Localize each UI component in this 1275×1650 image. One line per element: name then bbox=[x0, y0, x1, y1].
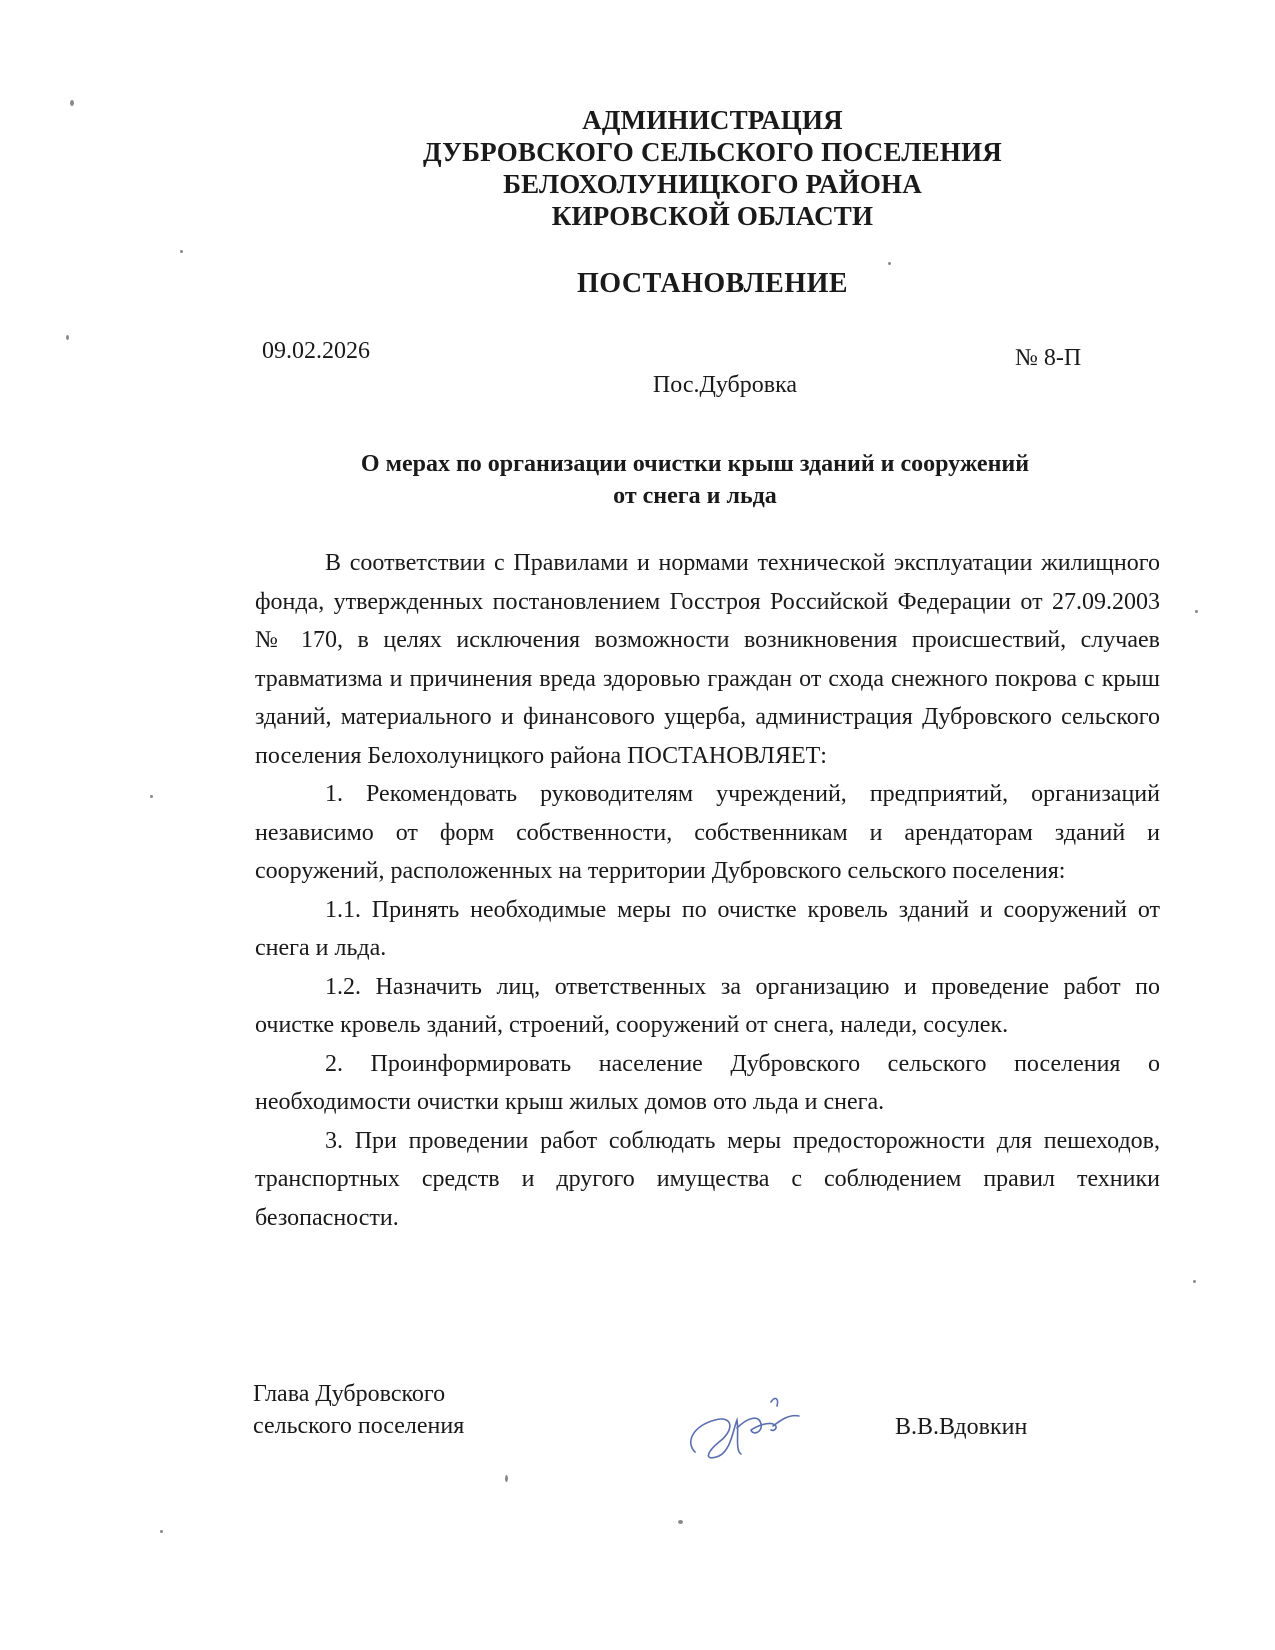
scan-speck bbox=[150, 795, 153, 798]
header-line-region: КИРОВСКОЙ ОБЛАСТИ bbox=[551, 201, 874, 231]
scan-speck bbox=[888, 262, 891, 265]
scan-speck bbox=[160, 1530, 163, 1533]
document-header bbox=[0, 104, 1275, 232]
document-subject bbox=[230, 448, 1160, 512]
signatory-position bbox=[253, 1378, 464, 1442]
scan-speck bbox=[678, 1520, 683, 1524]
signatory-position-line-1: Глава Дубровского bbox=[253, 1381, 446, 1407]
signatory-name: В.В.Вдовкин bbox=[895, 1414, 1028, 1440]
scan-speck bbox=[66, 335, 69, 340]
body-paragraph-item-1: 1. Рекомендовать руководителям учреждений, предприятий, организаций независимо от форм собственности, собственникам и арендаторам зданий и сооружений, расположенных на территории Дубровского сельского поселения: bbox=[255, 781, 1160, 884]
header-line-district: БЕЛОХОЛУНИЦКОГО РАЙОНА bbox=[503, 169, 922, 199]
document-type-title: ПОСТАНОВЛЕНИЕ bbox=[576, 268, 849, 299]
place-text: Пос.Дубровка bbox=[652, 372, 798, 398]
header-line-settlement: ДУБРОВСКОГО СЕЛЬСКОГО ПОСЕЛЕНИЯ bbox=[422, 137, 1002, 167]
body-paragraph-preamble: В соответствии с Правилами и нормами технической эксплуатации жилищного фонда, утвержденных постановлением Госстроя Российской Федерации от 27.09.2003 № 170, в целях исключения возможности возникновения происшествий, случаев травматизма и причинения вреда здоровью граждан от схода снежного покрова с крыш зданий, материального и финансового ущерба, администрация Дубровского сельского поселения Белохолуницкого района ПОСТАНОВЛЯЕТ: bbox=[255, 550, 1160, 769]
body-paragraph-item-1-1: 1.1. Принять необходимые меры по очистке кровель зданий и сооружений от снега и льда. bbox=[255, 896, 1160, 961]
handwritten-signature-icon bbox=[675, 1390, 815, 1470]
body-paragraph-item-2: 2. Проинформировать население Дубровского сельского поселения о необходимости очистки крыш жилых домов ото льда и снега. bbox=[255, 1050, 1160, 1115]
scan-speck bbox=[1193, 1280, 1196, 1283]
body-paragraph-item-3: 3. При проведении работ соблюдать меры предосторожности для пешеходов, транспортных средств и другого имущества с соблюдением правил техники безопасности. bbox=[255, 1127, 1160, 1231]
scan-speck bbox=[505, 1475, 508, 1482]
scan-speck bbox=[180, 250, 183, 253]
signatory-position-line-2: сельского поселения bbox=[253, 1413, 465, 1439]
document-place bbox=[0, 372, 1275, 399]
document-number: № 8-П bbox=[1015, 345, 1082, 371]
document-body bbox=[255, 544, 1160, 1237]
body-paragraph-item-1-2: 1.2. Назначить лиц, ответственных за организацию и проведение работ по очистке кровель зданий, строений, сооружений от снега, наледи, сосулек. bbox=[255, 973, 1160, 1038]
subject-line-1: О мерах по организации очистки крыш зданий и сооружений bbox=[360, 451, 1030, 477]
scan-speck bbox=[70, 100, 74, 106]
header-line-organization: АДМИНИСТРАЦИЯ bbox=[582, 105, 843, 135]
document-date: 09.02.2026 bbox=[262, 338, 370, 364]
subject-line-2: от снега и льда bbox=[613, 483, 777, 509]
scan-speck bbox=[1195, 610, 1198, 613]
